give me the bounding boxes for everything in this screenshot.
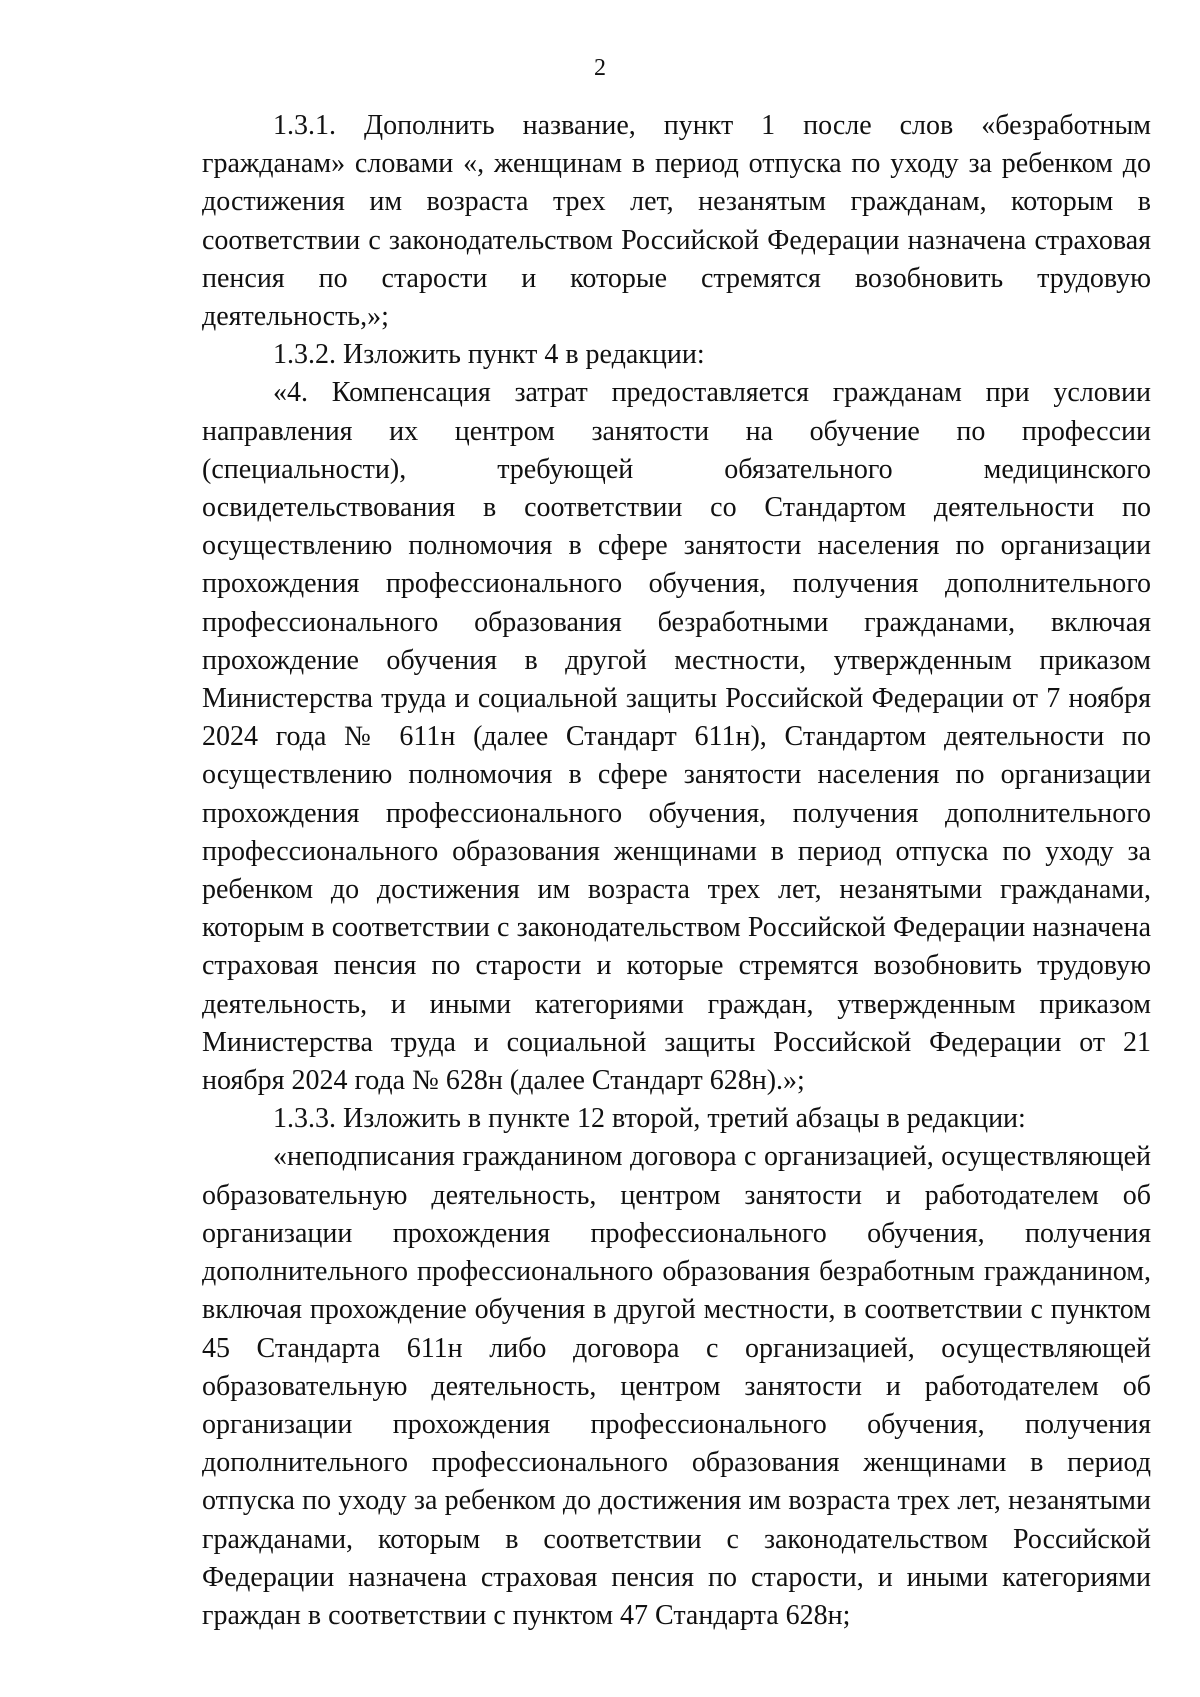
- document-body: [202, 107, 1151, 1635]
- paragraph-point-4: «4. Компенсация затрат предоставляется гражданам при условии направления их центром занятости на обучение по профессии (специальности), требующей обязательного медицинского освидетельствования в соответствии со Стандартом деятельности по осуществлению полномочия в сфере занятости населения по организации прохождения профессионального обучения, получения дополнительного профессионального образования безработными гражданами, включая прохождение обучения в другой местности, утвержденным приказом Министерства труда и социальной защиты Российской Федерации от 7 ноября 2024 года № 611н (далее Стандарт 611н), Стандартом деятельности по осуществлению полномочия в сфере занятости населения по организации прохождения профессионального обучения, получения дополнительного профессионального образования женщинами в период отпуска по уходу за ребенком до достижения им возраста трех лет, незанятыми гражданами, которым в соответствии с законодательством Российской Федерации назначена страховая пенсия по старости и которые стремятся возобновить трудовую деятельность, и иными категориями граждан, утвержденным приказом Министерства труда и социальной защиты Российской Федерации от 21 ноября 2024 года № 628н (далее Стандарт 628н).»;: [202, 377, 1151, 1097]
- paragraph-point-12-text: «неподписания гражданином договора с организацией, осуществляющей образовательную деятельность, центром занятости и работодателем об организации прохождения профессионального обучения, получения дополнительного профессионального образования безработным гражданином, включая прохождение обучения в другой местности, в соответствии с пунктом 45 Стандарта 611н либо договора с организацией, осуществляющей образовательную деятельность, центром занятости и работодателем об организации прохождения профессионального обучения, получения дополнительного профессионального образования женщинами в период отпуска по уходу за ребенком до достижения им возраста трех лет, незанятыми гражданами, которым в соответствии с законодательством Российской Федерации назначена страховая пенсия по старости, и иными категориями граждан в соответствии с пунктом 47 Стандарта 628н;: [202, 1141, 1151, 1631]
- paragraph-1-3-3: 1.3.3. Изложить в пункте 12 второй, третий абзацы в редакции:: [273, 1103, 1026, 1135]
- page-number: 2: [594, 55, 606, 81]
- paragraph-1-3-1: 1.3.1. Дополнить название, пункт 1 после слов «безработным гражданам» словами «, женщинам в период отпуска по уходу за ребенком до достижения им возраста трех лет, незанятым гражданам, которым в соответствии с законодательством Российской Федерации назначена страховая пенсия по старости и которые стремятся возобновить трудовую деятельность,»;: [202, 110, 1151, 333]
- paragraph-1-3-2: 1.3.2. Изложить пункт 4 в редакции:: [273, 339, 705, 371]
